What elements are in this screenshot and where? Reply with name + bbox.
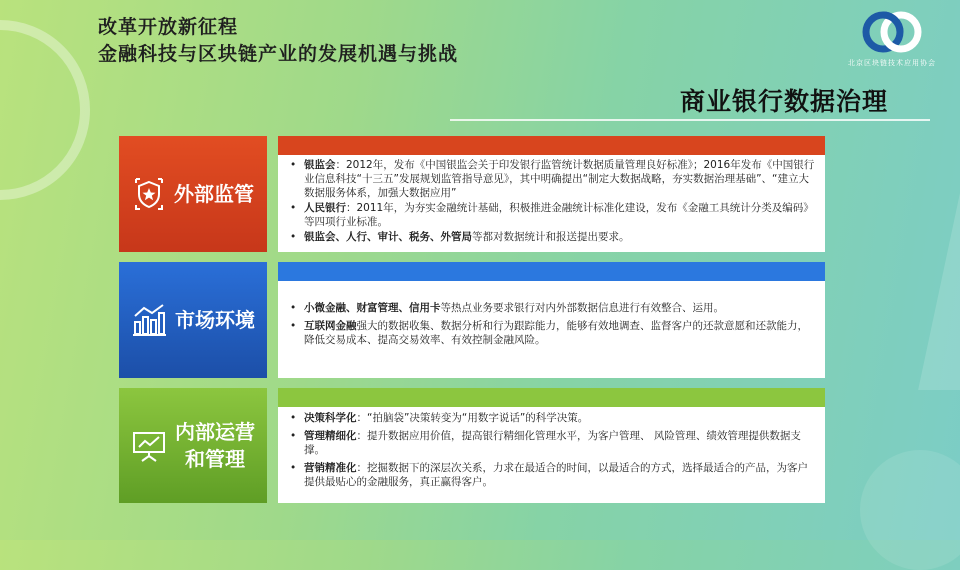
bar-chart-icon — [131, 302, 167, 338]
list-item: • 人民银行：2011年，为夯实金融统计基础，积极推进金融统计标准化建设，发布《金融工具统计分类及编码》等四项行业标准。 — [304, 201, 815, 229]
tile-label: 市场环境 — [175, 307, 255, 332]
tile-label: 外部监管 — [174, 181, 254, 206]
tile-label — [175, 419, 255, 473]
tile-external-regulation — [119, 136, 267, 252]
decorative-blob — [860, 450, 960, 570]
decorative-circle — [0, 20, 90, 200]
panel-header-bar — [278, 262, 825, 281]
tile-internal-operations — [119, 388, 267, 503]
list-item: • 小微金融、财富管理、信用卡等热点业务要求银行对内外部数据信息进行有效整合、运用。 — [304, 301, 815, 315]
list-item: • 银监会：2012年，发布《中国银监会关于印发银行监管统计数据质量管理良好标准》；2016年发布《中国银行业信息科技“十三五”发展规划监管指导意见》，其中明确提出“制定大数据战略，夯实数据治理基础”、“建立大数据服务体系，加强大数据应用” — [304, 158, 815, 200]
tile-label-line-2: 和管理 — [185, 446, 245, 471]
panel-header-bar — [278, 136, 825, 155]
section-title: 商业银行数据治理 — [679, 87, 888, 116]
logo-org-name: 北京区块链技术应用协会 — [848, 59, 936, 67]
slide-header — [98, 14, 458, 68]
bullet-list — [278, 407, 825, 489]
list-item: • 互联网金融强大的数据收集、数据分析和行为跟踪能力，能够有效地调查、监督客户的还款意愿和还款能力，降低交易成本、提高交易效率、有效控制金融风险。 — [304, 319, 815, 347]
header-line-1: 改革开放新征程 — [98, 16, 239, 38]
association-logo — [828, 8, 956, 72]
title-underline — [450, 119, 930, 121]
tile-market-environment — [119, 262, 267, 378]
bullet-list — [278, 281, 825, 347]
shield-star-icon — [132, 175, 166, 213]
list-item: • 管理精细化：提升数据应用价值，提高银行精细化管理水平，为客户管理、 风险管理、绩效管理提供数据支撑。 — [304, 429, 815, 457]
tile-label-line-1: 内部运营 — [175, 419, 255, 444]
bullet-list — [278, 155, 825, 244]
panel-internal-operations — [278, 388, 825, 503]
list-item: • 银监会、人行、审计、税务、外管局等都对数据统计和报送提出要求。 — [304, 230, 815, 244]
list-item: • 营销精准化：挖掘数据下的深层次关系，力求在最适合的时间，以最适合的方式，选择最适合的产品，为客户提供最贴心的金融服务，真正赢得客户。 — [304, 461, 815, 489]
decorative-stripe — [918, 90, 960, 390]
blockchain-association-logo-icon — [859, 8, 925, 56]
panel-header-bar — [278, 388, 825, 407]
panel-external-regulation — [278, 136, 825, 252]
header-line-2: 金融科技与区块链产业的发展机遇与挑战 — [98, 43, 459, 65]
presentation-board-icon — [131, 429, 167, 463]
panel-market-environment — [278, 262, 825, 378]
list-item: • 决策科学化：“拍脑袋”决策转变为“用数字说话”的科学决策。 — [304, 411, 815, 425]
